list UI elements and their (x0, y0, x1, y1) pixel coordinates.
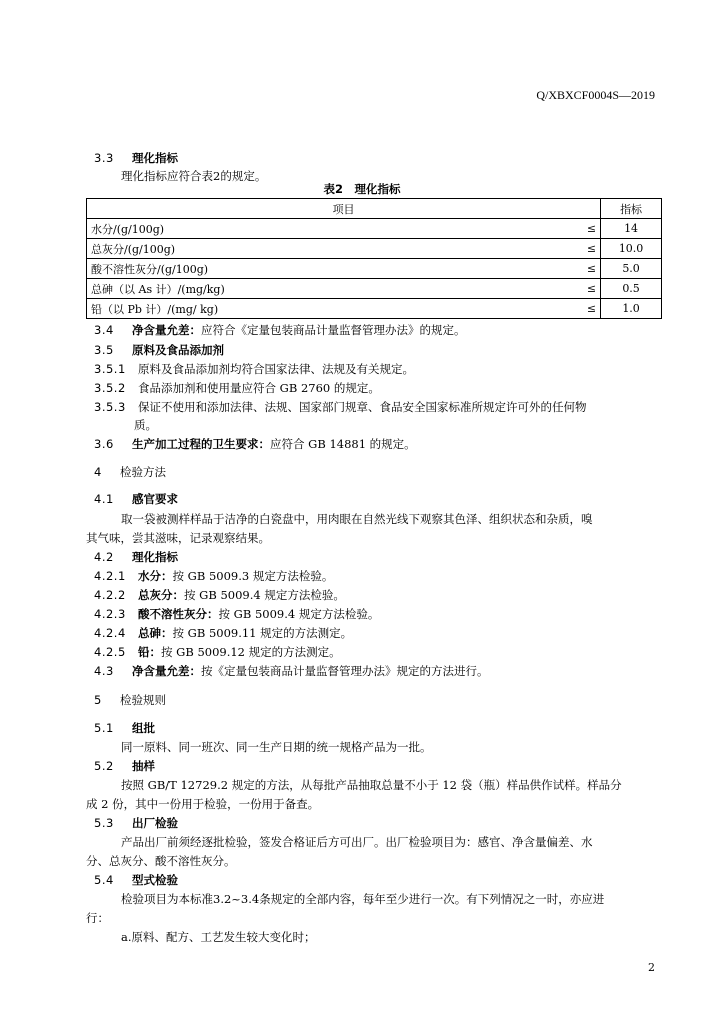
section-4-1-heading: 4.1 感官要求 (94, 492, 178, 506)
section-4-2-4: 4.2.4 总砷：按 GB 5009.11 规定的方法测定。 (94, 626, 353, 640)
section-3-5-3: 3.5.3 保证不使用和添加法律、法规、国家部门规章、食品安全国家标准所规定许可外的任何物 (94, 400, 587, 414)
table-row (87, 279, 662, 299)
section-4-1-text1: 取一袋被测样样品于洁净的白瓷盘中，用肉眼在自然光线下观察其色泽、组织状态和杂质，嗅 (121, 512, 593, 526)
section-4-2-3: 4.2.3 酸不溶性灰分：按 GB 5009.4 规定方法检验。 (94, 607, 380, 621)
table-header-row (87, 199, 662, 219)
standard-number: Q/XBXCF0004S—2019 (536, 88, 655, 102)
table-row (87, 299, 662, 319)
section-4-2-heading: 4.2 理化指标 (94, 550, 178, 564)
table-row (87, 239, 662, 259)
row-cmp: ≤ (583, 259, 601, 279)
section-3-5-1: 3.5.1 原料及食品添加剂均符合国家法律、法规及有关规定。 (94, 362, 414, 376)
row-item: 水分/(g/100g) (87, 219, 583, 239)
section-5-4-heading: 5.4 型式检验 (94, 873, 178, 887)
row-item: 总砷（以 As 计）/(mg/kg) (87, 279, 583, 299)
section-3-3-heading: 3.3 理化指标 (94, 151, 178, 165)
header-item: 项目 (87, 199, 601, 219)
chapter-5-heading: 5 检验规则 (94, 693, 166, 707)
section-5-2-text2: 成 2 份，其中一份用于检验，一份用于备查。 (86, 797, 320, 811)
chapter-4-heading: 4 检验方法 (94, 465, 166, 479)
row-value: 5.0 (601, 259, 662, 279)
section-3-3-text: 理化指标应符合表2的规定。 (121, 169, 267, 183)
row-item: 总灰分/(g/100g) (87, 239, 583, 259)
section-4-2-5: 4.2.5 铅：按 GB 5009.12 规定的方法测定。 (94, 645, 341, 659)
table-caption: 表2 理化指标 (323, 182, 401, 196)
row-item: 酸不溶性灰分/(g/100g) (87, 259, 583, 279)
row-cmp: ≤ (583, 239, 601, 259)
row-value: 1.0 (601, 299, 662, 319)
section-3-6: 3.6 生产加工过程的卫生要求：应符合 GB 14881 的规定。 (94, 437, 416, 451)
row-value: 10.0 (601, 239, 662, 259)
section-5-2-text1: 按照 GB/T 12729.2 规定的方法，从每批产品抽取总量不小于 12 袋（瓶）样品供作试样。样品分 (121, 778, 622, 792)
header-value: 指标 (601, 199, 662, 219)
row-cmp: ≤ (583, 279, 601, 299)
section-5-1-heading: 5.1 组批 (94, 721, 155, 735)
section-5-3-heading: 5.3 出厂检验 (94, 816, 178, 830)
section-3-5-heading: 3.5 原料及食品添加剂 (94, 343, 224, 357)
section-4-3: 4.3 净含量允差：按《定量包装商品计量监督管理办法》规定的方法进行。 (94, 664, 489, 678)
row-value: 0.5 (601, 279, 662, 299)
row-item: 铅（以 Pb 计）/(mg/ kg) (87, 299, 583, 319)
section-5-2-heading: 5.2 抽样 (94, 759, 155, 773)
page-number: 2 (648, 961, 655, 974)
section-3-4: 3.4 净含量允差：应符合《定量包装商品计量监督管理办法》的规定。 (94, 323, 466, 337)
section-5-4-text2: 行： (86, 911, 109, 925)
row-value: 14 (601, 219, 662, 239)
section-5-3-text2: 分、总灰分、酸不溶性灰分。 (86, 854, 236, 868)
section-4-1-text2: 其气味，尝其滋味，记录观察结果。 (86, 531, 270, 545)
row-cmp: ≤ (583, 299, 601, 319)
table-row (87, 259, 662, 279)
section-3-5-2: 3.5.2 食品添加剂和使用量应符合 GB 2760 的规定。 (94, 381, 380, 395)
physicochemical-table (86, 198, 662, 319)
section-4-2-1: 4.2.1 水分：按 GB 5009.3 规定方法检验。 (94, 569, 334, 583)
table-row (87, 219, 662, 239)
row-cmp: ≤ (583, 219, 601, 239)
section-5-3-text1: 产品出厂前须经逐批检验，签发合格证后方可出厂。出厂检验项目为：感官、净含量偏差、水 (121, 835, 593, 849)
section-5-4-text1: 检验项目为本标准3.2~3.4条规定的全部内容，每年至少进行一次。有下列情况之一时，亦应进 (121, 892, 605, 906)
section-3-5-3-cont: 质。 (134, 418, 157, 432)
section-5-4-item-a: a.原料、配方、工艺发生较大变化时； (121, 930, 316, 944)
section-5-1-text: 同一原料、同一班次、同一生产日期的统一规格产品为一批。 (121, 740, 432, 754)
section-4-2-2: 4.2.2 总灰分：按 GB 5009.4 规定方法检验。 (94, 588, 345, 602)
